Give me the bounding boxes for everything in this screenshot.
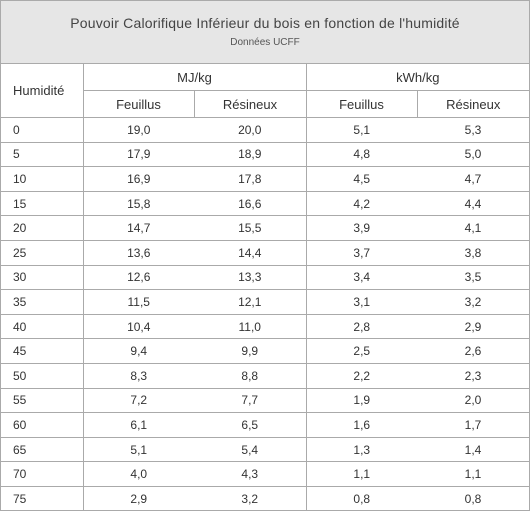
value-cell: 19,0: [83, 118, 194, 143]
table-row: [1, 118, 529, 143]
value-cell: 3,5: [417, 265, 529, 290]
humidity-cell: 0: [1, 118, 83, 143]
value-cell: 5,1: [83, 437, 194, 462]
value-cell: 15,8: [83, 191, 194, 216]
value-cell: 1,7: [417, 413, 529, 438]
table-row: [1, 290, 529, 315]
table-row: [1, 240, 529, 265]
value-cell: 11,5: [83, 290, 194, 315]
value-cell: 17,9: [83, 142, 194, 167]
humidity-cell: 30: [1, 265, 83, 290]
value-cell: 12,1: [194, 290, 306, 315]
value-cell: 1,4: [417, 437, 529, 462]
humidity-cell: 5: [1, 142, 83, 167]
value-cell: 2,2: [306, 363, 417, 388]
value-cell: 15,5: [194, 216, 306, 241]
table-row: [1, 216, 529, 241]
value-cell: 13,3: [194, 265, 306, 290]
value-cell: 1,1: [306, 462, 417, 487]
value-cell: 4,8: [306, 142, 417, 167]
pci-table: [1, 64, 529, 511]
table-row: [1, 265, 529, 290]
table-row: [1, 388, 529, 413]
table-row: [1, 363, 529, 388]
table-row: [1, 413, 529, 438]
table-subtitle: Données UCFF: [230, 37, 300, 48]
value-cell: 2,5: [306, 339, 417, 364]
value-cell: 7,2: [83, 388, 194, 413]
value-cell: 4,7: [417, 167, 529, 192]
humidity-cell: 20: [1, 216, 83, 241]
value-cell: 7,7: [194, 388, 306, 413]
humidity-cell: 65: [1, 437, 83, 462]
humidity-cell: 50: [1, 363, 83, 388]
humidity-cell: 75: [13, 491, 27, 506]
value-cell: 4,0: [83, 462, 194, 487]
header-kwh-resineux: Résineux: [417, 91, 529, 118]
value-cell: 8,3: [83, 363, 194, 388]
value-cell: 9,4: [83, 339, 194, 364]
value-cell: 16,6: [194, 191, 306, 216]
value-cell: 4,3: [194, 462, 306, 487]
humidity-cell: 10: [1, 167, 83, 192]
header-mj-kg: MJ/kg: [83, 64, 306, 91]
value-cell: 20,0: [194, 118, 306, 143]
value-cell: 5,4: [194, 437, 306, 462]
value-cell: 0,8: [464, 491, 482, 506]
value-cell: 8,8: [194, 363, 306, 388]
humidity-cell: 55: [1, 388, 83, 413]
header-humidity: Humidité: [1, 64, 83, 118]
value-cell: 2,6: [417, 339, 529, 364]
value-cell: 3,7: [306, 240, 417, 265]
value-cell: 14,7: [83, 216, 194, 241]
humidity-cell: 15: [1, 191, 83, 216]
value-cell: 17,8: [194, 167, 306, 192]
value-cell: 2,3: [417, 363, 529, 388]
humidity-cell: 70: [1, 462, 83, 487]
value-cell: 5,3: [417, 118, 529, 143]
value-cell: 2,0: [417, 388, 529, 413]
value-cell: 2,8: [306, 314, 417, 339]
value-cell: 6,5: [194, 413, 306, 438]
value-cell: 3,9: [306, 216, 417, 241]
humidity-cell: 45: [1, 339, 83, 364]
humidity-cell: 60: [1, 413, 83, 438]
value-cell: 6,1: [83, 413, 194, 438]
header-mj-feuillus: Feuillus: [83, 91, 194, 118]
table-row: [1, 339, 529, 364]
value-cell: 12,6: [83, 265, 194, 290]
value-cell: 3,2: [417, 290, 529, 315]
table-row: [1, 191, 529, 216]
table-row: [1, 437, 529, 462]
value-cell: 4,5: [306, 167, 417, 192]
table-row: [1, 314, 529, 339]
header-kwh-kg: kWh/kg: [306, 64, 529, 91]
value-cell: 1,6: [306, 413, 417, 438]
value-cell: 1,1: [417, 462, 529, 487]
value-cell: 18,9: [194, 142, 306, 167]
table-row: [1, 486, 529, 510]
header-mj-resineux: Résineux: [194, 91, 306, 118]
value-cell: 16,9: [83, 167, 194, 192]
value-cell: 3,4: [306, 265, 417, 290]
table-title: Pouvoir Calorifique Inférieur du bois en fonction de l'humidité: [70, 15, 460, 31]
value-cell: 4,2: [306, 191, 417, 216]
value-cell: 9,9: [194, 339, 306, 364]
value-cell: 10,4: [83, 314, 194, 339]
value-cell: 2,9: [417, 314, 529, 339]
value-cell: 14,4: [194, 240, 306, 265]
humidity-cell: 35: [1, 290, 83, 315]
table-row: [1, 167, 529, 192]
header-kwh-feuillus: Feuillus: [306, 91, 417, 118]
value-cell: 5,1: [306, 118, 417, 143]
humidity-cell: 25: [1, 240, 83, 265]
value-cell: 4,1: [417, 216, 529, 241]
value-cell: 11,0: [194, 314, 306, 339]
value-cell: 5,0: [417, 142, 529, 167]
value-cell: 3,8: [417, 240, 529, 265]
value-cell: 1,3: [306, 437, 417, 462]
table-body: [1, 118, 529, 511]
value-cell: 2,9: [83, 486, 194, 510]
value-cell: 1,9: [306, 388, 417, 413]
table-row: [1, 462, 529, 487]
value-cell: 3,1: [306, 290, 417, 315]
value-cell: 4,4: [417, 191, 529, 216]
value-cell: 3,2: [241, 491, 259, 506]
humidity-cell: 40: [1, 314, 83, 339]
table-row: [1, 142, 529, 167]
title-block: [1, 1, 529, 64]
value-cell: 0,8: [306, 486, 417, 510]
value-cell: 13,6: [83, 240, 194, 265]
